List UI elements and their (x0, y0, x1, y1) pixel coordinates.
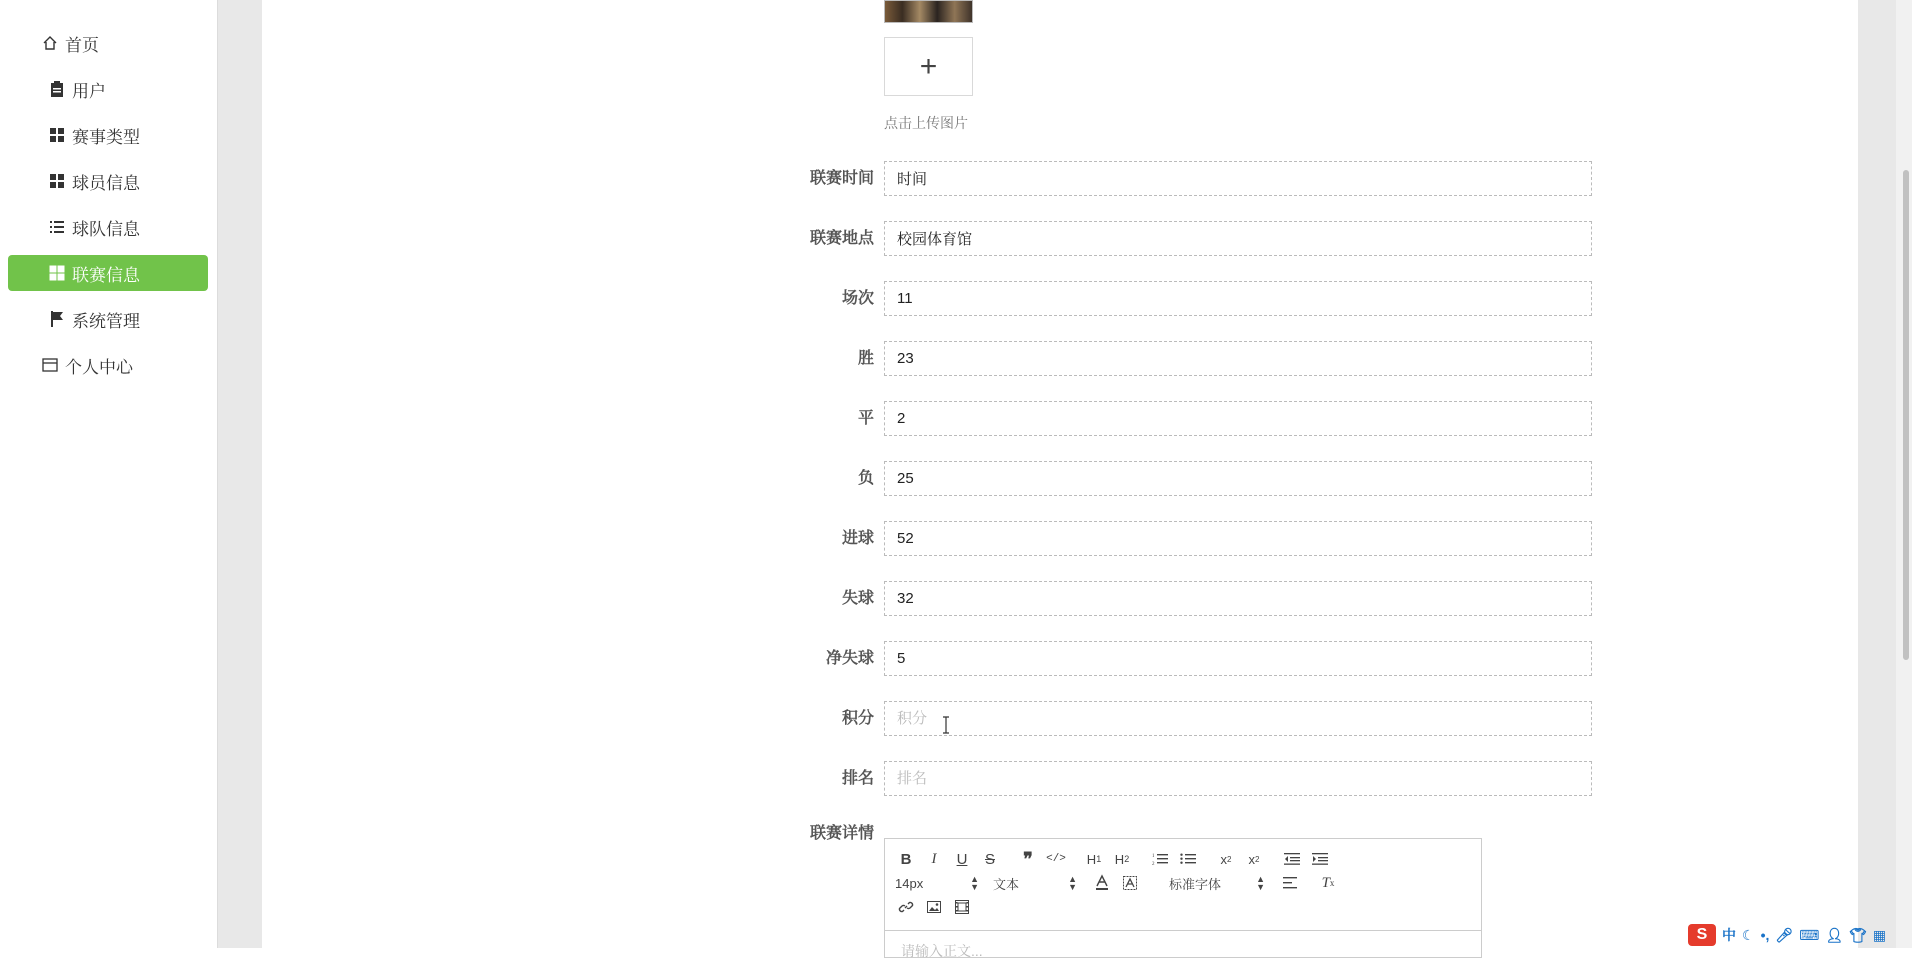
sidebar-item-home[interactable] (8, 25, 208, 61)
field-label: 联赛地点 (809, 230, 874, 247)
sidebar-item-label: 赛事类型 (72, 127, 140, 147)
editor-toolbar (885, 839, 1481, 931)
rich-text-editor (884, 838, 1482, 958)
heading1-icon[interactable]: H 1 (1086, 851, 1102, 867)
grid-icon (48, 264, 66, 282)
bold-icon[interactable]: B (900, 850, 912, 868)
punctuation-icon[interactable]: •, (1760, 927, 1770, 943)
sidebar-item-event-types[interactable] (8, 117, 208, 153)
form-row-wins (262, 341, 1662, 376)
upload-image-button[interactable] (884, 37, 973, 96)
align-left-icon[interactable] (1279, 872, 1301, 894)
font-family-select[interactable] (1169, 874, 1265, 893)
heading2-icon[interactable]: H 2 (1114, 851, 1130, 867)
uploaded-image-thumbnail[interactable] (884, 0, 973, 23)
card-icon (41, 356, 59, 374)
sidebar (0, 0, 217, 948)
font-family-value: 标准字体 (1169, 876, 1222, 892)
form-row-losses (262, 461, 1662, 496)
goals-against-input[interactable] (884, 581, 1592, 616)
ime-language-toggle[interactable]: 中 (1722, 927, 1736, 943)
field-label: 平 (857, 410, 874, 427)
scrollbar-thumb[interactable] (1903, 170, 1909, 660)
sidebar-item-players[interactable] (8, 163, 208, 199)
select-arrows-icon: ▲ ▼ (1068, 874, 1077, 892)
keyboard-icon[interactable]: ⌨ (1799, 926, 1820, 943)
font-size-select[interactable] (895, 875, 979, 891)
superscript-icon[interactable]: x 2 (1248, 851, 1260, 867)
sidebar-item-system[interactable] (8, 301, 208, 337)
select-arrows-icon: ▲ ▼ (970, 874, 979, 892)
outdent-icon[interactable] (1281, 848, 1303, 870)
image-icon[interactable] (923, 896, 945, 918)
list-icon (48, 218, 66, 236)
goals-for-input[interactable] (884, 521, 1592, 556)
main-content (262, 0, 1858, 959)
sidebar-item-teams[interactable] (8, 209, 208, 245)
code-icon[interactable]: </> (1046, 853, 1066, 865)
form-row-draws (262, 401, 1662, 436)
editor-content-area[interactable]: 请输入正文... (901, 943, 983, 959)
ime-toolbar (1688, 924, 1886, 946)
sidebar-item-profile[interactable] (8, 347, 208, 383)
form-row-goals-for (262, 521, 1662, 556)
field-label: 场次 (841, 290, 874, 307)
ranking-input[interactable] (884, 761, 1592, 796)
link-icon[interactable] (895, 896, 917, 918)
field-label: 进球 (841, 530, 874, 547)
moon-icon[interactable]: ☾ (1742, 926, 1755, 943)
strikethrough-icon[interactable]: S (984, 850, 995, 868)
font-size-value: 14px (895, 875, 924, 891)
sidebar-item-label: 个人中心 (65, 357, 133, 377)
sidebar-item-label: 系统管理 (72, 311, 140, 331)
form-row-time (262, 161, 1662, 196)
league-place-input[interactable] (884, 221, 1592, 256)
block-type-value: 文本 (993, 876, 1020, 892)
grid-menu-icon[interactable]: ▦ (1872, 926, 1887, 943)
content-gutter-right (1858, 0, 1896, 948)
points-input[interactable] (884, 701, 1592, 736)
net-goals-input[interactable] (884, 641, 1592, 676)
draws-input[interactable] (884, 401, 1592, 436)
sidebar-item-label: 用户 (72, 81, 106, 101)
blockquote-icon[interactable]: ❞ (1023, 848, 1033, 869)
form-row-net-goals (262, 641, 1662, 676)
clipboard-icon (48, 80, 66, 98)
field-label: 净失球 (825, 650, 874, 667)
sidebar-item-label: 首页 (65, 35, 99, 55)
microphone-icon[interactable]: 🎤︎ (1775, 926, 1794, 943)
sidebar-item-users[interactable] (8, 71, 208, 107)
losses-input[interactable] (884, 461, 1592, 496)
field-label: 联赛详情 (809, 825, 874, 842)
italic-icon[interactable]: I (931, 850, 937, 867)
league-time-input[interactable] (884, 161, 1592, 196)
indent-icon[interactable] (1309, 848, 1331, 870)
sogou-logo-icon[interactable]: S (1688, 924, 1716, 946)
field-label: 排名 (841, 770, 874, 787)
video-icon[interactable] (951, 896, 973, 918)
user-icon[interactable]: 👤︎ (1825, 926, 1844, 943)
plus-icon: + (919, 49, 938, 83)
bullet-list-icon[interactable] (1177, 848, 1199, 870)
svg-text:1: 1 (1152, 854, 1155, 859)
content-gutter (217, 0, 262, 948)
sidebar-item-leagues[interactable] (8, 255, 208, 291)
wins-input[interactable] (884, 341, 1592, 376)
form-row-ranking (262, 761, 1662, 796)
grid-icon (48, 172, 66, 190)
text-cursor-icon (942, 716, 950, 734)
ordered-list-icon[interactable] (1149, 848, 1171, 870)
sidebar-item-label: 联赛信息 (72, 265, 140, 285)
clear-format-icon[interactable]: T x (1321, 874, 1335, 891)
field-label: 胜 (857, 350, 874, 367)
select-arrows-icon: ▲ ▼ (1256, 874, 1265, 892)
field-label: 积分 (841, 710, 874, 727)
form-row-place (262, 221, 1662, 256)
matches-input[interactable] (884, 281, 1592, 316)
underline-icon[interactable]: U (956, 850, 968, 868)
field-label: 联赛时间 (809, 170, 874, 187)
field-label: 失球 (841, 590, 874, 607)
home-icon (41, 34, 59, 52)
background-color-icon[interactable] (1119, 872, 1141, 894)
grid-icon (48, 126, 66, 144)
subscript-icon[interactable]: x 2 (1220, 851, 1232, 867)
upload-tip: 点击上传图片 (884, 115, 968, 131)
skin-icon[interactable]: 👕︎ (1849, 926, 1867, 943)
svg-text:2: 2 (1152, 862, 1155, 867)
flag-icon (48, 310, 66, 328)
sidebar-item-label: 球员信息 (72, 173, 140, 193)
font-color-icon[interactable] (1091, 872, 1113, 894)
block-type-select[interactable] (993, 874, 1077, 893)
form-row-matches (262, 281, 1662, 316)
form-row-goals-against (262, 581, 1662, 616)
sidebar-item-label: 球队信息 (72, 219, 140, 239)
form-row-points (262, 701, 1662, 736)
field-label: 负 (857, 470, 874, 487)
